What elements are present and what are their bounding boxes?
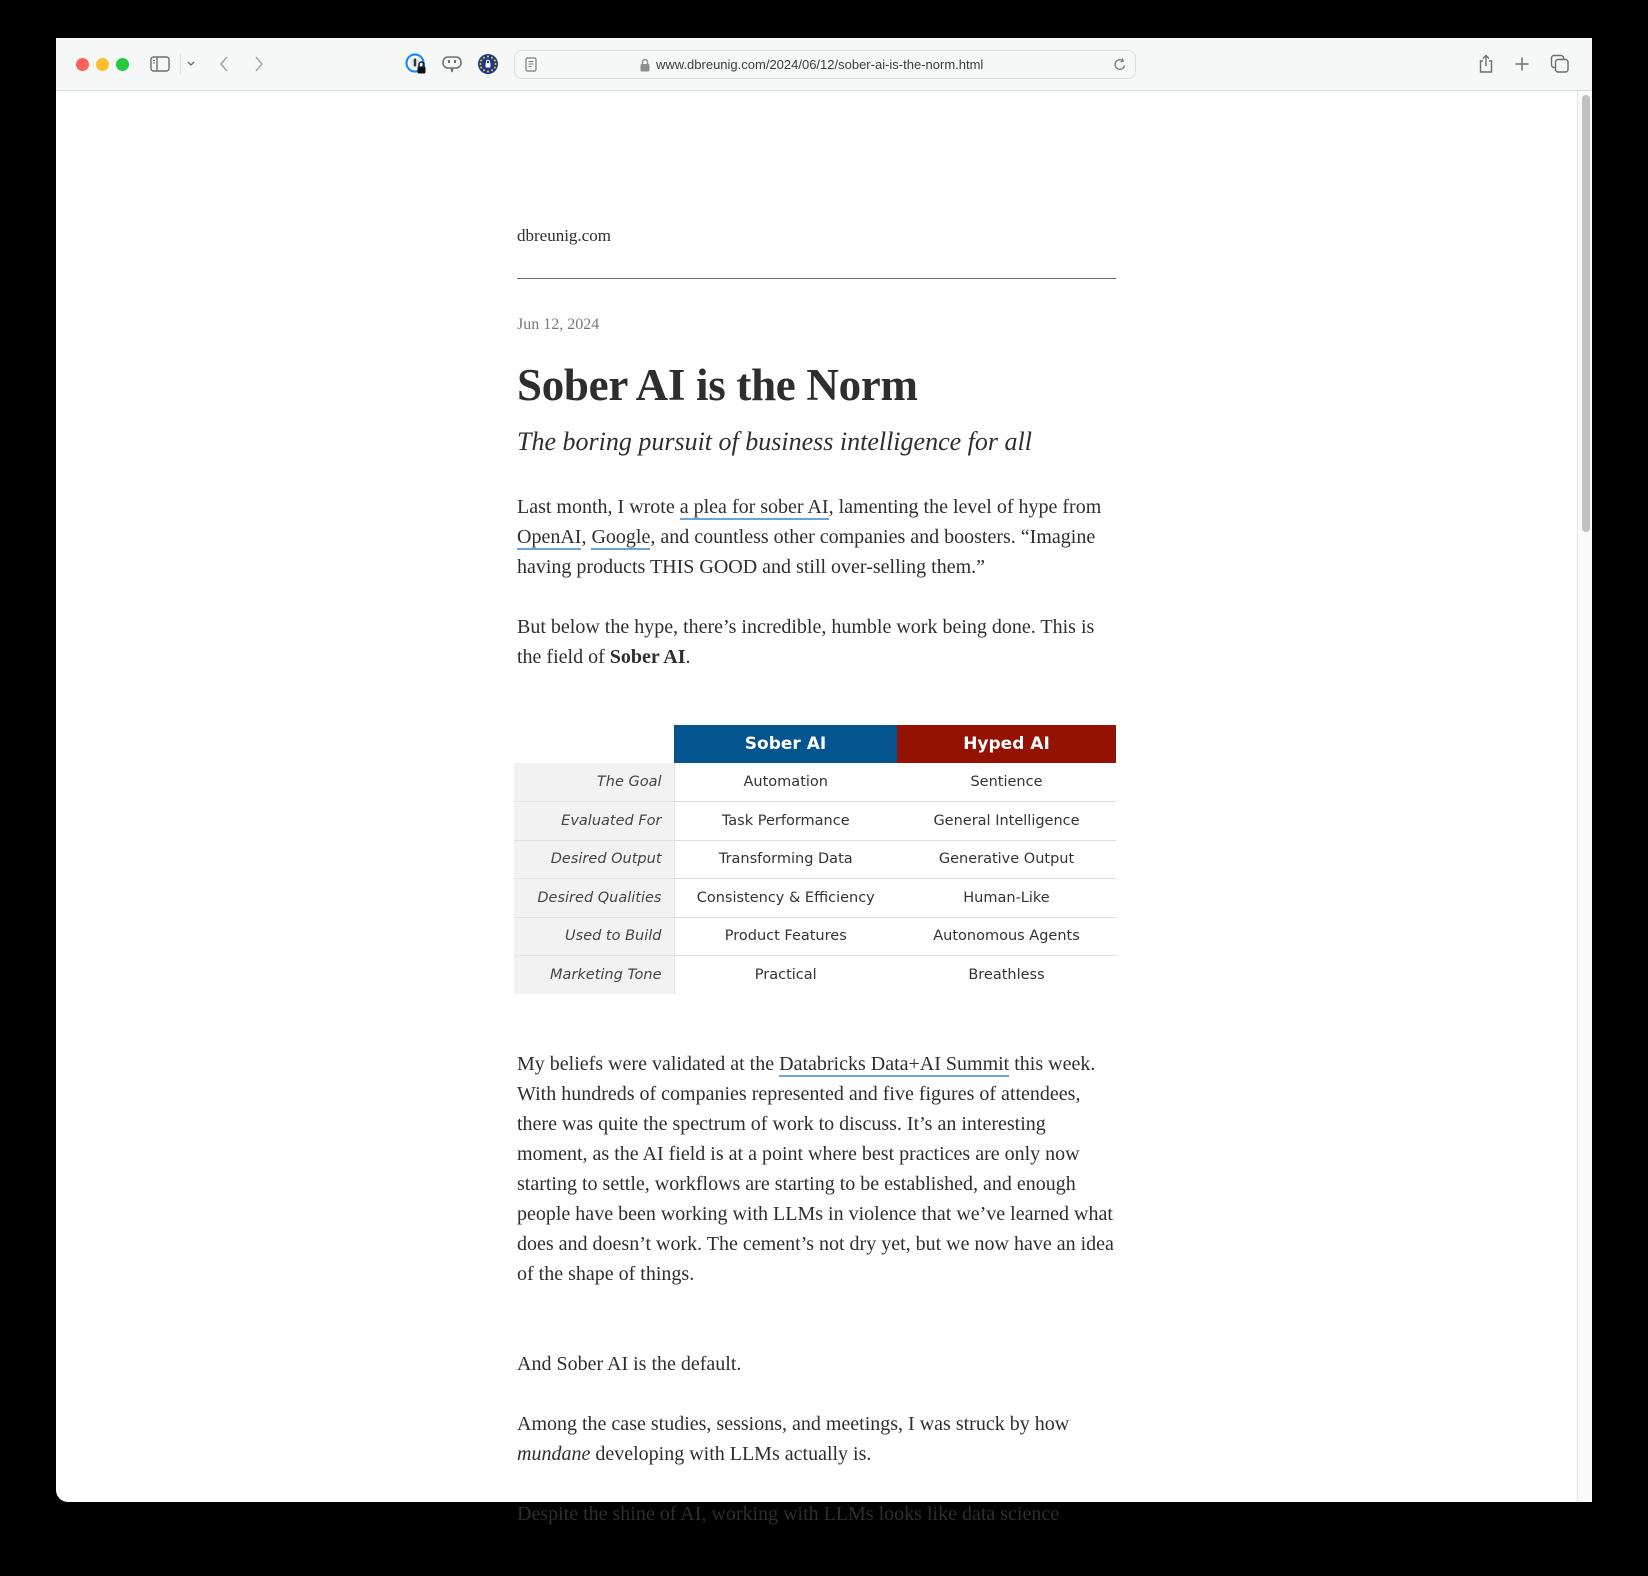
share-icon[interactable] — [1478, 52, 1494, 76]
minimize-window-button[interactable] — [96, 58, 109, 71]
paragraph-summit: My beliefs were validated at the Databricks Data+AI Summit this week. With hundreds of companies represented and five figures of attendees, there was quite the spectrum of work to discuss. It’s an interesting moment, as the AI field is at a point where best practices are only now starting to settle, workflows are starting to be established, and enough people have been working with LLMs in violence that we’ve learned what does and doesn’t work. The cement’s not dry yet, but we now have an idea of the shape of things. — [517, 1053, 1114, 1285]
password-extension-icon[interactable] — [405, 52, 427, 76]
browser-toolbar — [56, 38, 1592, 91]
table-row — [514, 802, 1116, 841]
browser-window — [56, 38, 1592, 1525]
link-google[interactable]: Google — [591, 526, 651, 548]
bold-sober-ai: Sober AI — [609, 646, 686, 668]
reload-icon[interactable] — [1113, 57, 1127, 77]
link-openai[interactable]: OpenAI — [517, 526, 582, 548]
table-header-blank — [514, 725, 674, 763]
table-header-hyped-ai: Hyped AI — [897, 725, 1116, 763]
table-row — [514, 956, 1116, 995]
hyped-cell: Generative Output — [897, 840, 1116, 879]
eu-privacy-extension-icon[interactable] — [477, 52, 499, 76]
vertical-scrollbar[interactable] — [1577, 91, 1592, 1502]
site-name-link[interactable]: dbreunig.com — [517, 226, 611, 245]
scrollbar-thumb[interactable] — [1582, 95, 1590, 532]
emphasis-mundane: mundane — [517, 1443, 591, 1465]
row-label: Evaluated For — [514, 802, 674, 841]
sober-cell: Task Performance — [674, 802, 897, 841]
tab-overview-icon[interactable] — [1550, 52, 1570, 76]
chevron-down-icon[interactable] — [186, 52, 196, 76]
sober-cell: Consistency & Efficiency — [674, 879, 897, 918]
row-label: Desired Output — [514, 840, 674, 879]
sober-cell: Product Features — [674, 917, 897, 956]
page-subtitle: The boring pursuit of business intelligence for all — [517, 427, 1032, 456]
url-text[interactable]: www.dbreunig.com/2024/06/12/sober-ai-is-the-norm.html — [656, 57, 984, 72]
page-title: Sober AI is the Norm — [517, 360, 918, 410]
reader-mode-icon[interactable] — [525, 57, 537, 77]
hyped-cell: Human-Like — [897, 879, 1116, 918]
lock-icon — [640, 58, 650, 77]
table-row — [514, 879, 1116, 918]
hyped-cell: Sentience — [897, 763, 1116, 802]
table-row — [514, 917, 1116, 956]
sidebar-toggle-icon[interactable] — [150, 52, 170, 76]
forward-icon[interactable] — [253, 52, 265, 76]
sober-cell: Practical — [754, 967, 817, 983]
toolbar-divider — [180, 54, 181, 74]
table-row — [514, 763, 1116, 802]
paragraph-mundane: Among the case studies, sessions, and meetings, I was struck by how mundane developing with LLMs actually is. — [517, 1413, 1070, 1465]
close-window-button[interactable] — [76, 58, 89, 71]
row-label: Desired Qualities — [514, 879, 674, 918]
sober-cell: Automation — [674, 763, 897, 802]
link-databricks-summit[interactable]: Databricks Data+AI Summit — [779, 1053, 1010, 1075]
back-icon[interactable] — [218, 52, 230, 76]
paragraph-default: And Sober AI is the default. — [517, 1353, 742, 1375]
table-row — [514, 840, 1116, 879]
paragraph-intro: Last month, I wrote a plea for sober AI, lamenting the level of hype from OpenAI, Google, and countless other companies and boosters. “Imagine having products THIS GOOD and still over-selling them.” — [517, 496, 1102, 578]
sober-cell: Transforming Data — [674, 840, 897, 879]
row-label: Marketing Tone — [514, 956, 674, 995]
paragraph-data-science: Despite the shine of AI, working with LLMs looks like data science — [517, 1503, 1060, 1525]
new-tab-icon[interactable] — [1514, 52, 1530, 76]
address-bar[interactable] — [514, 50, 1136, 79]
hyped-cell: General Intelligence — [897, 802, 1116, 841]
row-label: The Goal — [514, 763, 674, 802]
comparison-table — [514, 725, 1116, 994]
row-label: Used to Build — [514, 917, 674, 956]
link-plea-for-sober-ai[interactable]: a plea for sober AI — [679, 496, 829, 518]
header-divider — [517, 278, 1116, 279]
post-date: Jun 12, 2024 — [517, 316, 600, 333]
chat-extension-icon[interactable] — [441, 52, 463, 76]
paragraph-below-hype: But below the hype, there’s incredible, humble work being done. This is the field of Sober AI. — [517, 616, 1095, 668]
hyped-cell: Autonomous Agents — [897, 917, 1116, 956]
table-header-sober-ai: Sober AI — [674, 725, 897, 763]
zoom-window-button[interactable] — [116, 58, 129, 71]
hyped-cell: Breathless — [968, 967, 1045, 983]
